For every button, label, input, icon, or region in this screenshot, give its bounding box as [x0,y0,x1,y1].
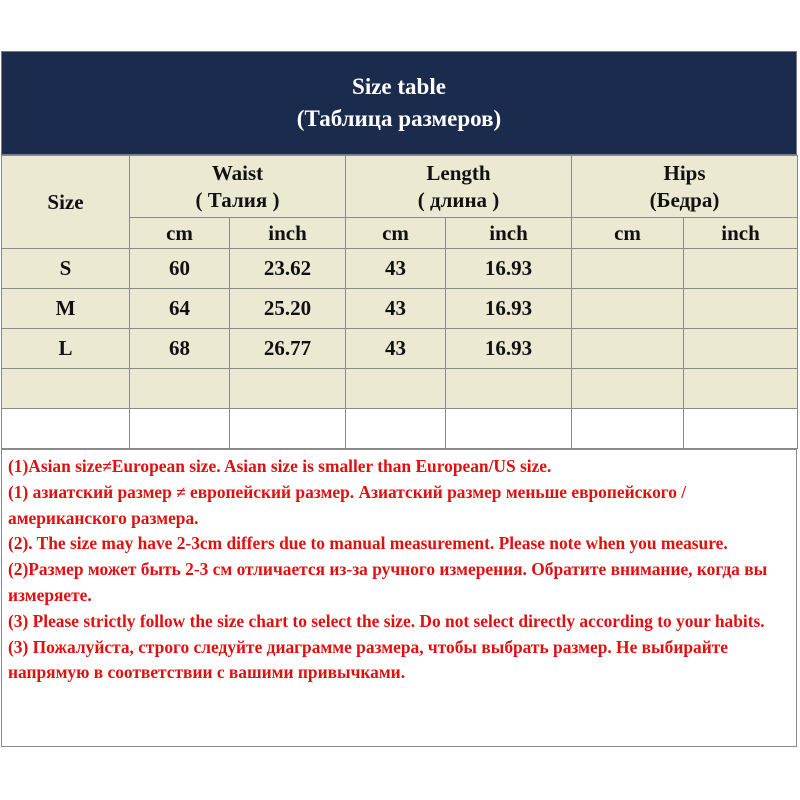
size-cell: M [2,289,130,329]
unit-header: cm [130,218,230,249]
empty-cell [572,369,684,409]
empty-cell [572,409,684,449]
length-cm-cell: 43 [346,329,446,369]
empty-cell [130,369,230,409]
empty-cell [684,369,798,409]
hips-inch-cell [684,249,798,289]
length-inch-cell: 16.93 [446,289,572,329]
table-row [2,289,798,329]
waist-cm-cell: 60 [130,249,230,289]
unit-header: inch [446,218,572,249]
empty-cell [230,369,346,409]
empty-cell [346,409,446,449]
unit-header: inch [684,218,798,249]
waist-group-header [130,156,346,218]
hips-cm-cell [572,289,684,329]
size-table [1,155,798,449]
hips-label-ru: (Бедра) [649,187,720,212]
size-cell: L [2,329,130,369]
hips-group-header [572,156,798,218]
table-title: Size table [352,74,446,99]
size-column-header: Size [2,156,130,249]
hips-inch-cell [684,289,798,329]
waist-label: Waist [211,160,264,185]
hips-cm-cell [572,249,684,289]
hips-inch-cell [684,329,798,369]
unit-header: inch [230,218,346,249]
table-row [2,249,798,289]
empty-cell [2,369,130,409]
length-cm-cell: 43 [346,289,446,329]
table-row [2,329,798,369]
waist-cm-cell: 68 [130,329,230,369]
empty-cell [684,409,798,449]
length-label-ru: ( длина ) [417,187,500,212]
empty-row [2,409,798,449]
table-subtitle: (Таблица размеров) [296,106,502,131]
length-label: Length [426,160,491,185]
hips-label: Hips [663,160,706,185]
note-line: (3) Пожалуйста, строго следуйте диаграмме размера, чтобы выбрать размер. Не выбирайте напрямую в соответствии с вашими привычками. [8,636,728,683]
note-line: (2)Размер может быть 2-3 см отличается из-за ручного измерения. Обратите внимание, когда вы измеряете. [8,559,768,605]
waist-label-ru: ( Талия ) [195,187,280,212]
unit-header: cm [346,218,446,249]
waist-inch-cell: 25.20 [230,289,346,329]
waist-cm-cell: 64 [130,289,230,329]
hips-cm-cell [572,329,684,369]
empty-cell [2,409,130,449]
waist-inch-cell: 23.62 [230,249,346,289]
empty-cell [230,409,346,449]
empty-cell [130,409,230,449]
note-line: (1) азиатский размер ≠ европейский размер. Азиатский размер меньше европейского / американского размера. [8,481,687,528]
empty-row [2,369,798,409]
length-inch-cell: 16.93 [446,249,572,289]
size-table-header [1,51,797,155]
length-inch-cell: 16.93 [446,329,572,369]
length-group-header [346,156,572,218]
size-notes [1,449,797,747]
empty-cell [446,369,572,409]
note-line: (1)Asian size≠European size. Asian size is smaller than European/US size. [8,456,552,476]
group-header-row [2,156,798,218]
waist-inch-cell: 26.77 [230,329,346,369]
length-cm-cell: 43 [346,249,446,289]
unit-header: cm [572,218,684,249]
empty-cell [346,369,446,409]
note-line: (3) Please strictly follow the size chart to select the size. Do not select directly according to your habits. [8,610,765,631]
size-cell: S [2,249,130,289]
empty-cell [446,409,572,449]
note-line: (2). The size may have 2-3cm differs due to manual measurement. Please note when you measure. [8,533,728,554]
